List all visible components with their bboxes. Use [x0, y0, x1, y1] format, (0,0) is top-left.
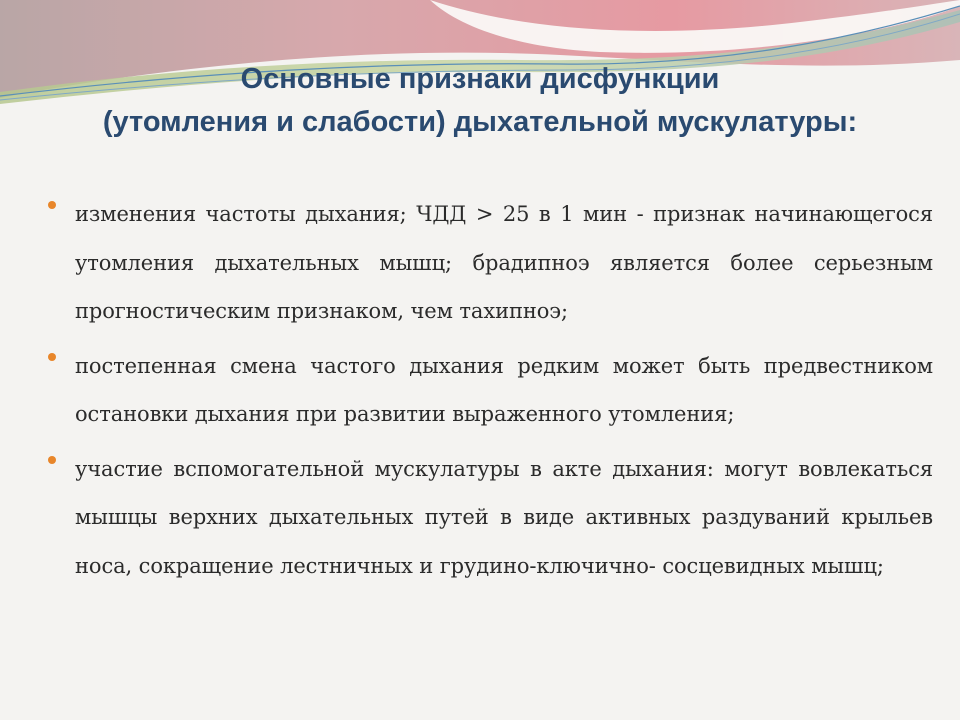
list-item-text: изменения частоты дыхания; ЧДД > 25 в 1 мин - признак начинающегося утомления дыхательных мышц; брадипноэ является более серьезным прогностическим признаком, чем тахипноэ; [75, 202, 933, 323]
title-line-1: Основные признаки дисфункции [240, 63, 720, 95]
bullet-dot-icon [48, 353, 56, 361]
list-item-text: постепенная смена частого дыхания редким может быть предвестником остановки дыхания при развитии выраженного утомления; [75, 353, 933, 426]
list-item [46, 342, 934, 439]
list-item-text: участие вспомогательной мускулатуры в акте дыхания: могут вовлекаться мышцы верхних дыхательных путей в виде активных раздуваний крыльев носа, сокращение лестничных и грудино-ключично- сосцевидных мышц; [75, 456, 933, 578]
list-item [46, 190, 934, 336]
list-item [46, 445, 934, 591]
bullet-list [46, 190, 934, 596]
slide-title [80, 58, 880, 144]
title-line-2: (утомления и слабости) дыхательной мускулатуры: [102, 106, 858, 138]
bullet-dot-icon [48, 456, 56, 464]
bullet-dot-icon [48, 201, 56, 209]
